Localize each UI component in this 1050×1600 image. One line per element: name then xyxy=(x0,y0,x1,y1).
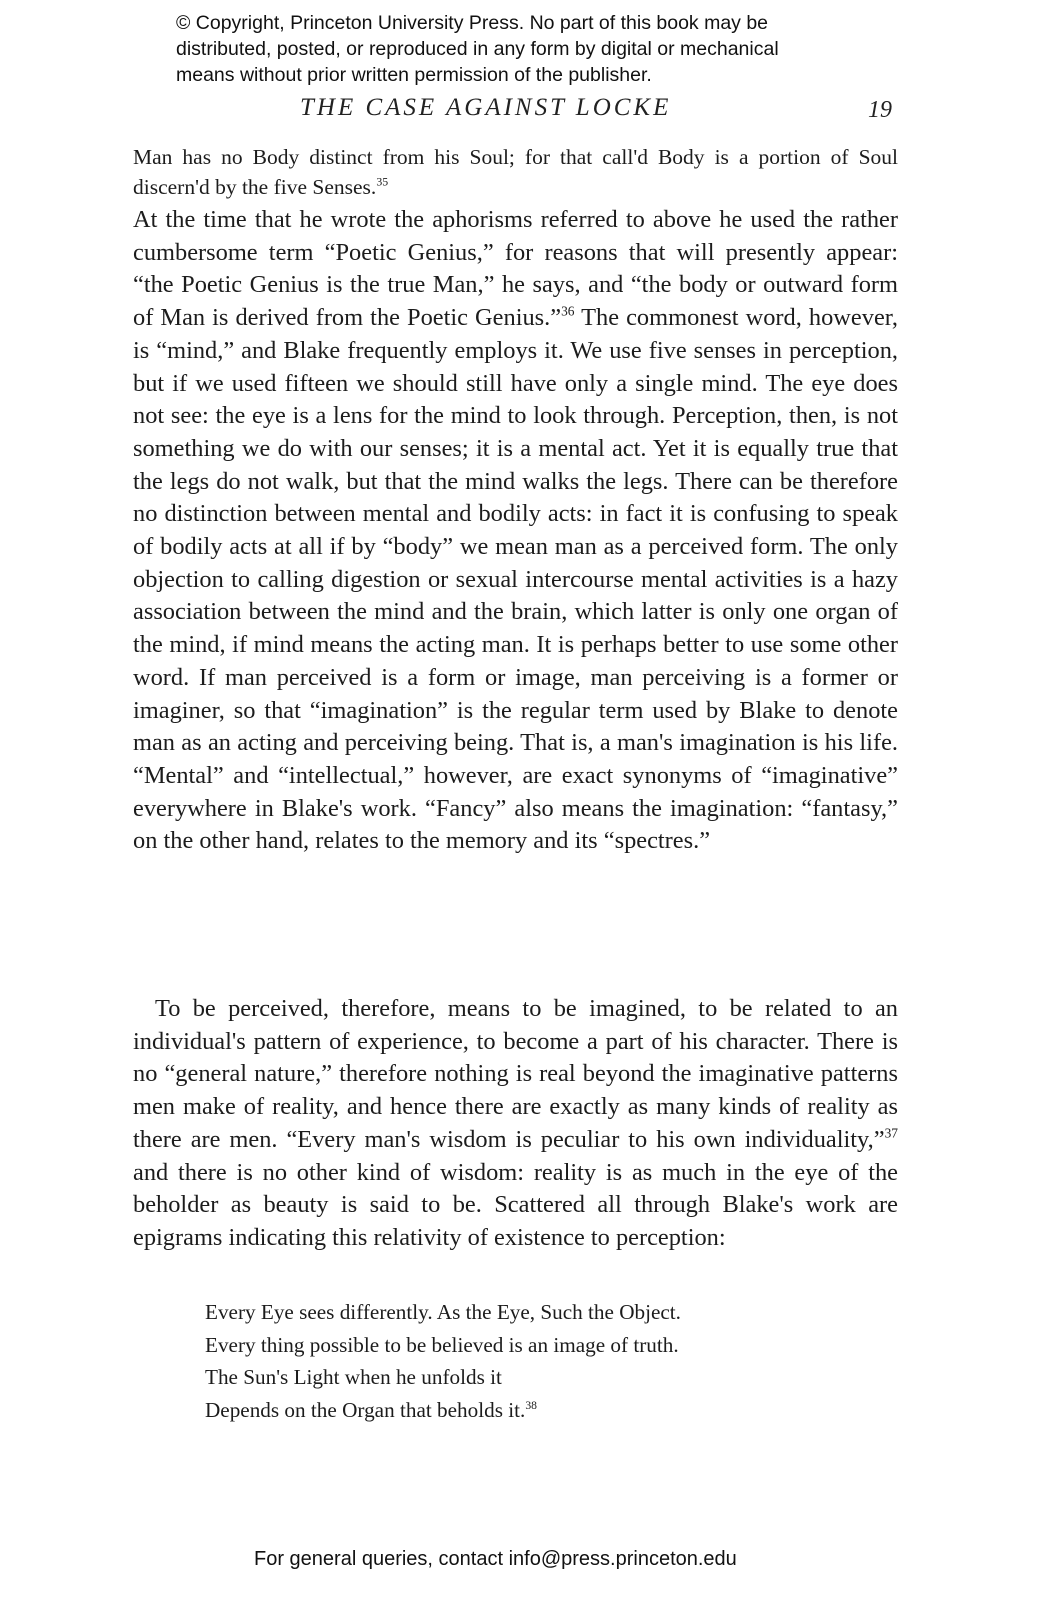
quote-text: Man has no Body distinct from his Soul; for that call'd Body is a portion of Soul discern'd by the five Senses. xyxy=(133,145,898,199)
paragraph xyxy=(133,993,898,1255)
running-head: THE CASE AGAINST LOCKE xyxy=(300,94,672,121)
paragraph-text: The commonest word, however, is “mind,” and Blake frequently employs it. We use five senses in perception, but if we used fifteen we should still have only a single mind. The eye does not see: the eye is a lens for the mind to look through. Perception, then, is not something we do with our senses; it is a mental act. Yet it is equally true that the legs do not walk, but that the mind walks the legs. There can be therefore no distinction between mental and bodily acts: in fact it is confusing to speak of bodily acts at all if by “body” we mean man as a perceived form. The only objection to calling digestion or sexual intercourse mental activities is a hazy association between the mind and the brain, which latter is only one organ of the mind, if mind means the acting man. It is perhaps better to use some other word. If man perceived is a form or image, man perceiving is a former or imaginer, so that “imagination” is the regular term used by Blake to denote man as an acting and perceiving being. That is, a man's imagination is his life. “Mental” and “intellectual,” however, are exact synonyms of “imaginative” everywhere in Blake's work. “Fancy” also means the imagination: “fantasy,” on the other hand, relates to the memory and its “spectres.” xyxy=(133,304,899,855)
footnote-ref: 35 xyxy=(376,174,389,189)
verse-quote xyxy=(205,1296,905,1426)
verse-line: The Sun's Light when he unfolds it xyxy=(205,1365,502,1389)
verse-line xyxy=(205,1394,905,1427)
copyright-line: means without prior written permission of the publisher. xyxy=(176,64,652,86)
verse-line: Every thing possible to be believed is an image of truth. xyxy=(205,1332,679,1357)
footnote-ref: 37 xyxy=(884,1125,898,1141)
copyright-notice xyxy=(176,10,936,88)
footnote-ref: 36 xyxy=(561,303,575,319)
paragraph-text: At the time that he wrote the aphorisms referred to above he used the rather cumbersome term “Poetic Genius,” for reasons that will presently appear: “the Poetic Genius is the true Man,” he says, and “the body or outward form of Man is derived from the Poetic Genius.” xyxy=(133,206,898,332)
block-quote xyxy=(133,142,898,202)
footnote-ref: 38 xyxy=(525,1398,537,1412)
paragraph-text: To be perceived, therefore, means to be imagined, to be related to an individual's pattern of experience, to become a part of his character. There is no “general nature,” therefore nothing is real beyond the imaginative patterns men make of reality, and hence there are exactly as many kinds of reality as there are men. “Every man's wisdom is peculiar to his own individuality,” xyxy=(133,995,898,1153)
paragraph xyxy=(133,204,898,858)
verse-line-text: Depends on the Organ that beholds it. xyxy=(205,1397,526,1422)
footer-contact: For general queries, contact info@press.princeton.edu xyxy=(254,1548,737,1570)
copyright-line: © Copyright, Princeton University Press. No part of this book may be xyxy=(176,12,769,34)
copyright-line: distributed, posted, or reproduced in any form by digital or mechanical xyxy=(176,38,779,60)
verse-line: Every Eye sees differently. As the Eye, Such the Object. xyxy=(205,1300,681,1324)
paragraph-text: and there is no other kind of wisdom: reality is as much in the eye of the beholder as beauty is said to be. Scattered all through Blake's work are epigrams indicating this relativity of existence to perception: xyxy=(133,1158,898,1251)
page-number: 19 xyxy=(868,97,892,123)
